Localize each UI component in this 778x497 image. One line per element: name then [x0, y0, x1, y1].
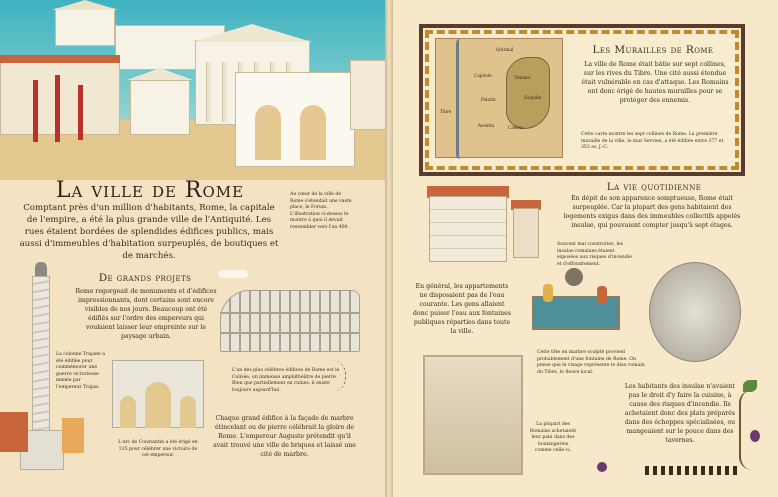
map-label: Tibre [440, 109, 452, 114]
colosseum-note: L'un des plus célèbres édifices de Rome est le Colisée, un immense amphithéâtre de pierre. Bien que partiellement en ruines, il existe toujours aujourd'hui. [232, 368, 340, 393]
map-label: Capitole [474, 73, 492, 78]
bakery-fresco [423, 355, 523, 475]
daily-heading: La vie quotidienne [606, 181, 702, 193]
book-gutter [385, 0, 393, 497]
map-label: Quirinal [496, 47, 514, 52]
page-title: La ville de Rome [55, 178, 245, 203]
map-label: Caelius [508, 125, 524, 130]
arch-note: L'arc de Constantin a été érigé en 315 pour célébrer une victoire de cet empereur. [118, 440, 198, 459]
annotation-arrow [332, 360, 346, 392]
daily-text: En dépit de son apparence somptueuse, Rome était surpeuplée. Car la plupart des gens habitaient des logements exigus dans des immeubles collectifs appelés insulae, qui pouvaient compter jusqu'à sept étages. [563, 195, 741, 229]
bread-note: La plupart des Romains achetaient leur pain dans des boulangeries comme celle-ci. [529, 422, 577, 454]
trajan-note: La colonne Trajane a été édifiée pour commémorer une guerre victorieuse menée par l'empereur Trajan. [56, 352, 105, 390]
marble-text: Chaque grand édifice à la façade de marbre étincelant ou de pierre célébrait la gloire de Rome. L'empereur Auguste prétendit qu'il avait trouvé une ville de briques et laissé une cité de marbre. [213, 415, 356, 458]
meander-border [645, 466, 740, 475]
projects-heading: De grands projets [98, 272, 192, 284]
apartments-text: En général, les appartements ne disposaient pas de l'eau courante. Les gens allaient donc puiser l'eau aux fontaines publiques réparties dans toute la ville. [413, 283, 511, 335]
mask-note: Cette tête en marbre sculpté provient probablement d'une fontaine de Rome. On pense que le visage représente le dieu romain du Tibre, le fleuve local. [537, 350, 645, 375]
map-label: Aventin [478, 123, 495, 128]
fire-note: Souvent mal construites, les insulae romaines étaient exposées aux risques d'incendie et d'effondrement. [557, 242, 632, 267]
marble-mask [649, 262, 741, 362]
left-page [0, 0, 387, 497]
walls-panel [419, 24, 745, 176]
rome-map [435, 38, 563, 158]
projects-text: Rome regorgeait de monuments et d'édifices impressionnants, dont certains sont encore visibles de nos jours. Beaucoup ont été édifiés sur l'ordre des empereurs qui voulaient laisser leur empreinte sur le paysage urbain. [75, 288, 217, 340]
forum-note: Au cœur de la ville de Rome s'étendait une vaste place, le Forum. L'illustration ci-dessus te montre à quoi il devait ressembler vers l'an 400. [290, 192, 352, 230]
cooking-text: Les habitants des insulae n'avaient pas le droit d'y faire la cuisine, à cause des risques d'incendie. Ils achetaient donc des plats préparés dans des échoppes spécialisées, ou mangeaient sur le pouce dans des tavernes. [624, 383, 736, 444]
map-label: Viminal [514, 75, 531, 80]
map-label: Esquilin [524, 95, 542, 100]
walls-heading: Les Murailles de Rome [592, 44, 714, 56]
map-label: Palatin [481, 97, 496, 102]
walls-text: La ville de Rome était bâtie sur sept collines, sur les rives du Tibre. Une cité aussi étendue était vulnérable en cas d'attaque. Les Romains ont donc érigé de hautes murailles pour se protéger des ennemis. [581, 61, 729, 104]
right-page [387, 0, 778, 497]
map-caption: Cette carte montre les sept collines de Rome. La première muraille de la ville, le mur Servien, a été édifiée entre 377 et 353 av. J.-C. [581, 132, 724, 151]
intro-text: Comptant près d'un million d'habitants, Rome, la capitale de l'empire, a été la plus grande ville de l'Antiquité. Les rues étaient bordées de splendides édifices publics, mais aussi d'immeubles d'habitation surpeuplés, de boutiques et de marchés. [19, 203, 279, 261]
